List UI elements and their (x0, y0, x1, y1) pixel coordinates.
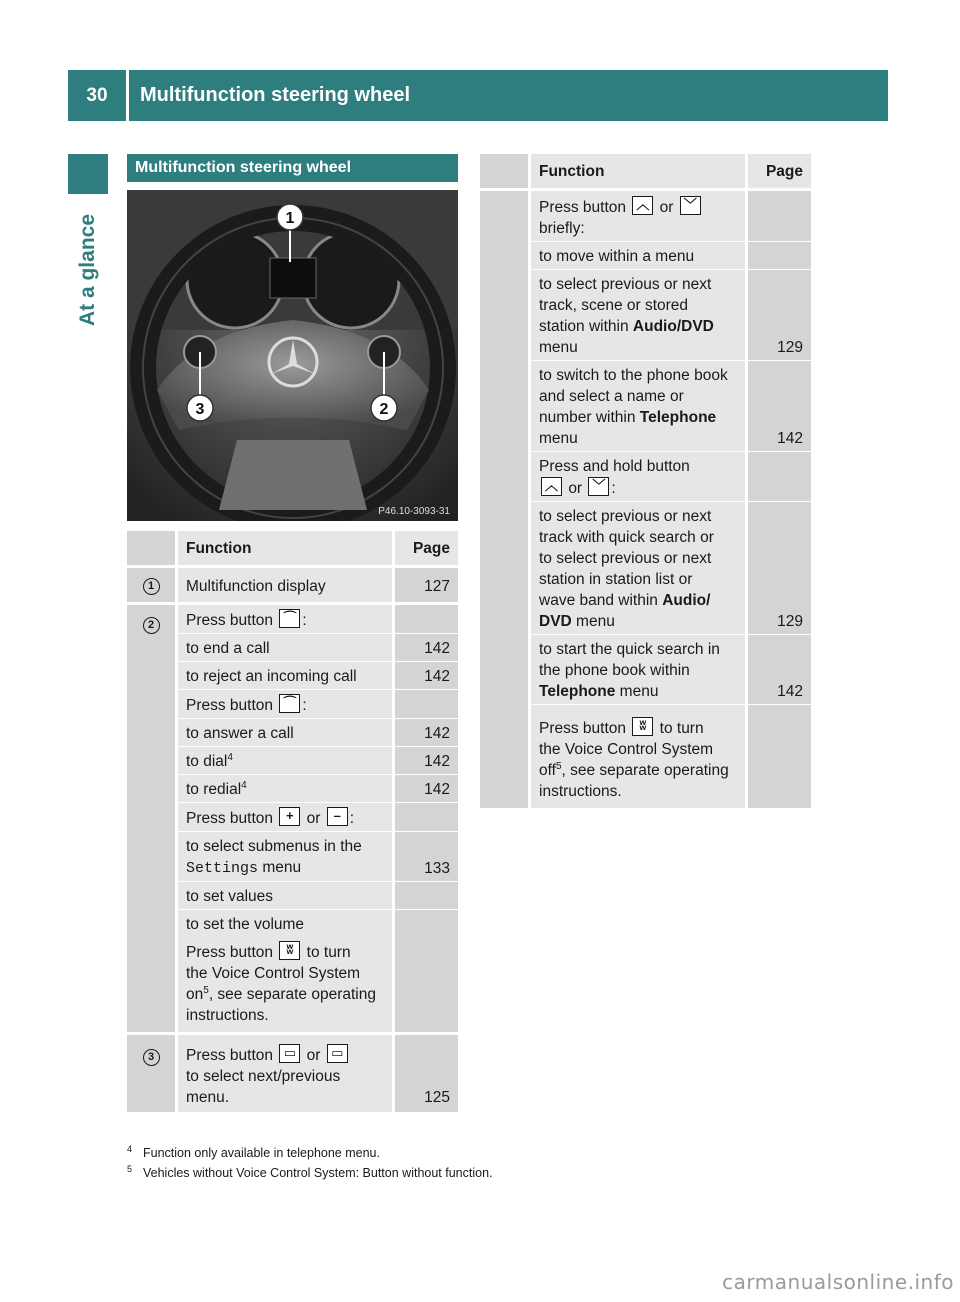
page-ref: 142 (395, 633, 458, 661)
side-tab-marker (68, 154, 108, 194)
end-call-icon: ⌒ (279, 609, 300, 628)
function-text: to answer a call (178, 718, 395, 746)
page-ref: 142 (395, 774, 458, 802)
function-text: to end a call (178, 633, 395, 661)
footnote-4: $^4$ Function only available in telephone menu. (127, 1143, 380, 1160)
page-ref: 125 (395, 1032, 458, 1112)
press-plus-minus: Press button + or – : (178, 802, 395, 831)
function-text: to select submenus in the Settings menu (178, 831, 395, 881)
voice-off-icon: ʬ (632, 717, 653, 736)
down-arrow-icon: ﹀ (680, 196, 701, 215)
item-badge-3: 3 (143, 1049, 160, 1066)
press-voice-off: Press button ʬ to turn the Voice Control System off$^5$, see separate operating instructions. (531, 704, 748, 808)
page-ref: 142 (748, 360, 811, 451)
page-number: 30 (86, 85, 108, 106)
function-header: Function (531, 154, 748, 191)
watermark: carmanualsonline.info (722, 1270, 954, 1294)
function-text: to switch to the phone book and select a name or number within Telephone menu (531, 360, 748, 451)
up-arrow-icon: ︿ (632, 196, 653, 215)
function-header: Function (178, 531, 395, 568)
down-arrow-icon: ﹀ (588, 477, 609, 496)
function-text: to start the quick search in the phone book within Telephone menu (531, 634, 748, 704)
callout-3: 3 (195, 401, 205, 418)
page-header-cell: Page (748, 154, 811, 191)
photo-reference: P46.10-3093-31 (378, 506, 450, 517)
right-function-table (480, 154, 811, 808)
function-text: to set values (178, 881, 395, 909)
press-up-down-briefly: Press button ︿ or ﹀ briefly: (531, 191, 748, 241)
press-menu-buttons: Press button ▭ or ▭ to select next/previous menu. (178, 1032, 395, 1112)
press-end-call: Press button ⌒ : (178, 602, 395, 633)
press-answer-call: Press button ⌒ : (178, 689, 395, 718)
page-ref: 142 (395, 661, 458, 689)
page-ref: 142 (395, 746, 458, 774)
item-badge-1: 1 (143, 578, 160, 595)
left-function-table (127, 531, 458, 1112)
footnote-5: $^5$ Vehicles without Voice Control System: Button without function. (127, 1163, 493, 1180)
page-ref: 129 (748, 501, 811, 634)
answer-call-icon: ⌒ (279, 694, 300, 713)
blank-header (480, 154, 531, 191)
chapter-title: Multifunction steering wheel (140, 84, 411, 106)
page-header (68, 70, 888, 121)
function-text: to dial$^4$ (178, 746, 395, 774)
blank-header (127, 531, 178, 568)
press-hold-up-down: Press and hold button ︿ or ﹀ : (531, 451, 748, 501)
minus-icon: – (327, 807, 348, 826)
function-text: to select previous or next track, scene or stored station within Audio/DVD menu (531, 269, 748, 360)
header-divider (126, 70, 129, 121)
up-arrow-icon: ︿ (541, 477, 562, 496)
page-ref: 127 (395, 568, 458, 602)
side-tab-label: At a glance (76, 213, 99, 327)
callout-1: 1 (285, 210, 295, 227)
menu-back-icon: ▭ (279, 1044, 300, 1063)
press-voice-on: Press button ʬ to turn the Voice Control System $on^5$, see separate operating instructions. (178, 937, 395, 1032)
steering-wheel-illustration (127, 190, 458, 521)
function-text: to select previous or next track with quick search or to select previous or next station in station list or wave band within Audio/ DVD menu (531, 501, 748, 634)
menu-forward-icon: ▭ (327, 1044, 348, 1063)
section-title: Multifunction steering wheel (127, 154, 458, 182)
page-ref: 133 (395, 831, 458, 881)
page-ref: 142 (748, 634, 811, 704)
function-text: to set the volume (178, 909, 395, 937)
function-text: to reject an incoming call (178, 661, 395, 689)
page-ref: 129 (748, 269, 811, 360)
function-text: to move within a menu (531, 241, 748, 269)
function-text: to redial$^4$ (178, 774, 395, 802)
steering-wheel-photo (127, 190, 458, 521)
item-badge-2: 2 (143, 617, 160, 634)
page-header-cell: Page (395, 531, 458, 568)
plus-icon: + (279, 807, 300, 826)
function-text: Multifunction display (178, 568, 395, 602)
voice-control-icon: ʬ (279, 941, 300, 960)
callout-2: 2 (379, 401, 389, 418)
page-ref: 142 (395, 718, 458, 746)
